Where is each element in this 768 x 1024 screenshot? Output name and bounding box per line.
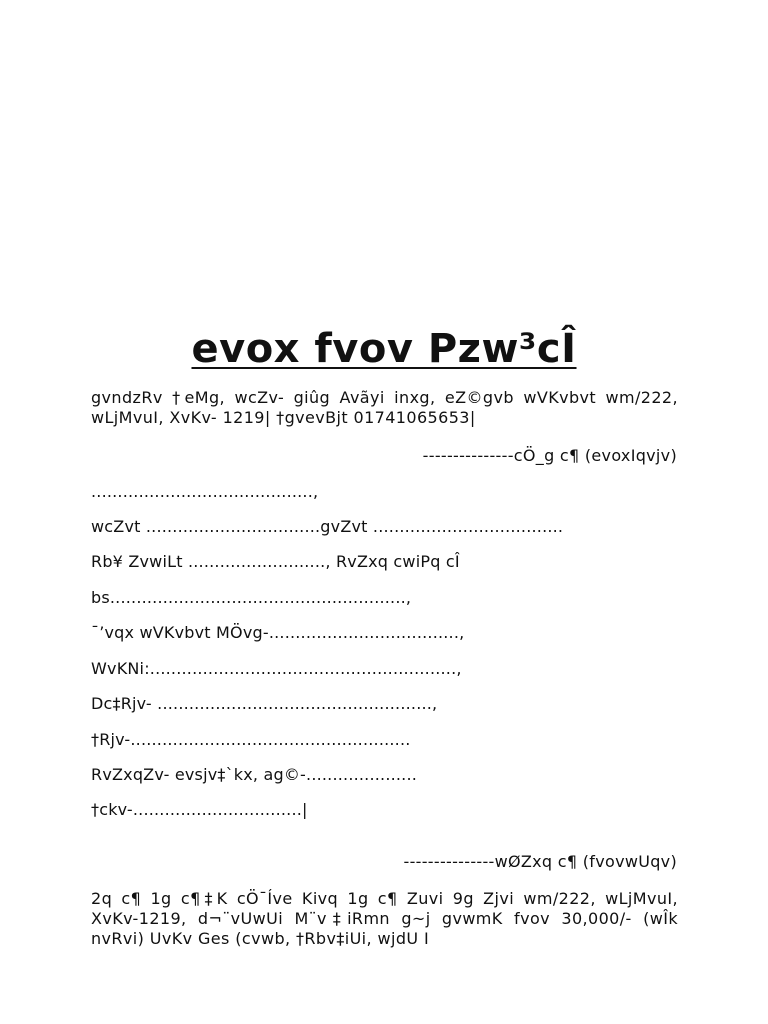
field-line-district: †Rjv-.....................................................: [91, 730, 411, 749]
landlord-address-paragraph: gvndzRv †eMg, wcZv- giûg Avãyi inxg, eZ©gvb wVKvbvt wm/222, wLjMvuI, XvKv- 1219| †gvevBjt 01741065653|: [91, 388, 678, 427]
field-line-permanent-address: ¯’vqx wVKvbvt MÖvg-....................................,: [91, 623, 465, 642]
field-line-name: ..........................................,: [91, 482, 319, 501]
field-line-birthdate-nid: Rb¥ ZvwiLt .........................., RvZxq cwiPq cÎ: [91, 552, 460, 571]
field-line-nationality-religion: RvZxqZv- evsjv‡`kx, ag©-.....................: [91, 765, 418, 784]
second-party-label: ---------------wØZxq c¶ (fvovwUqv): [403, 852, 677, 871]
field-line-profession: †ckv-................................|: [91, 800, 308, 819]
field-line-post-office: WvKNi:..........................................................,: [91, 659, 462, 678]
document-title: evox fvov Pzw³cÎ: [191, 326, 577, 372]
agreement-body-paragraph: 2q c¶ 1g c¶‡K cÖ¯Íve Kivq 1g c¶ Zuvi 9g Zjvi wm/222, wLjMvuI, XvKv-1219, d¬¨vUwUi M¨v‡iRmn g~j gvwmK fvov 30,000/- (wÎk nvRvi) UvKv Ges (cvwb, †Rbv‡iUi, wjdU I: [91, 889, 678, 948]
first-party-label: ---------------cÖ_g c¶ (evoxIqvjv): [422, 446, 677, 465]
field-line-nid-number: bs........................................................,: [91, 588, 412, 607]
field-line-upazila: Dc‡Rjv- ....................................................,: [91, 694, 438, 713]
field-line-father-mother: wcZvt .................................gvZvt ....................................: [91, 517, 564, 536]
